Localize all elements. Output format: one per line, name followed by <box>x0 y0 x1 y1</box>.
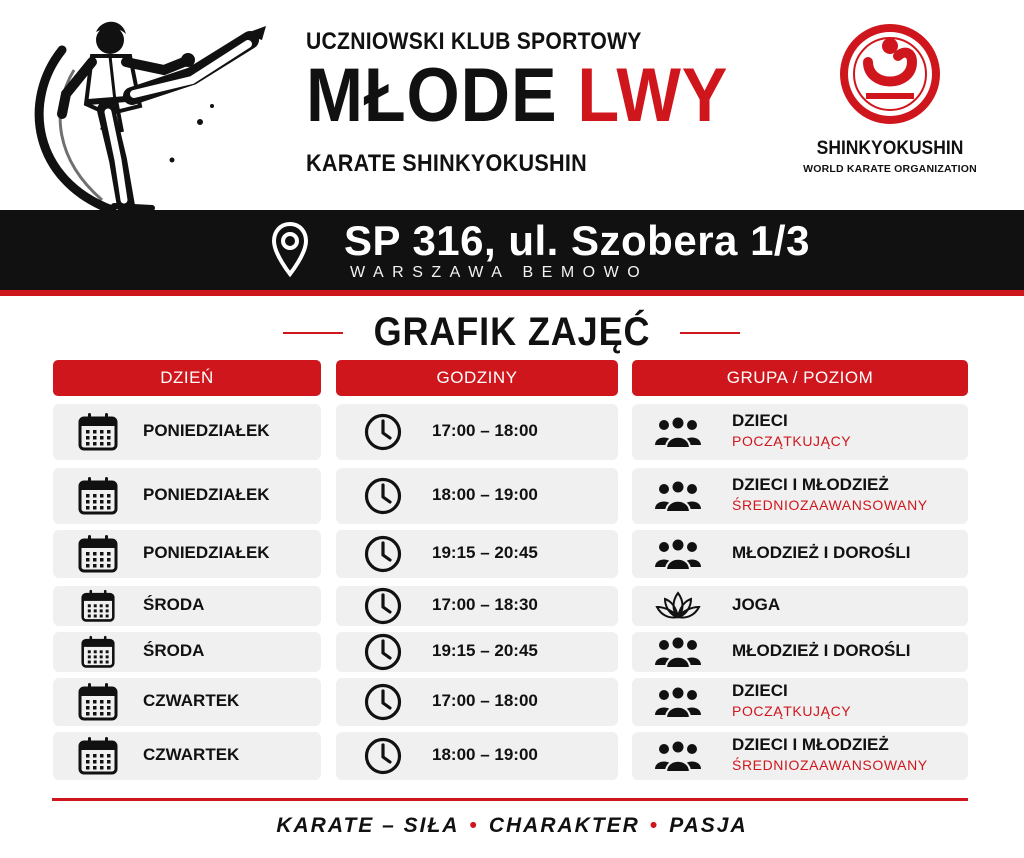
people-group-icon <box>653 739 703 773</box>
club-name-part-2: LWY <box>577 53 729 138</box>
location-address: SP 316, ul. Szobera 1/3 <box>344 217 810 264</box>
slogan-part-2: CHARAKTER <box>488 814 640 837</box>
group-name: DZIECI I MŁODZIEŻ <box>732 475 889 494</box>
group-name: MŁODZIEŻ I DOROŚLI <box>732 543 911 562</box>
footer-divider <box>52 798 968 801</box>
location-district: WARSZAWA BEMOWO <box>350 264 649 281</box>
slogan-part-3: PASJA <box>669 814 748 837</box>
time-range: 18:00 – 19:00 <box>432 485 538 504</box>
people-group-icon <box>653 635 703 669</box>
location-bar-red-stripe <box>0 290 1024 296</box>
day-label: ŚRODA <box>143 641 205 660</box>
group-name: DZIECI I MŁODZIEŻ <box>732 735 889 754</box>
title-divider-left <box>283 332 343 334</box>
time-range: 18:00 – 19:00 <box>432 745 538 764</box>
time-range: 17:00 – 18:00 <box>432 421 538 440</box>
level-label: ŚREDNIOZAAWANSOWANY <box>732 757 928 773</box>
column-header-hours: GODZINY <box>336 360 618 396</box>
calendar-icon <box>77 534 119 574</box>
day-label: CZWARTEK <box>143 691 240 710</box>
clock-icon <box>363 632 403 672</box>
time-range: 19:15 – 20:45 <box>432 543 538 562</box>
clock-icon <box>363 534 403 574</box>
club-type-label: UCZNIOWSKI KLUB SPORTOWY <box>306 28 642 55</box>
people-group-icon <box>653 479 703 513</box>
calendar-icon <box>80 635 116 669</box>
level-label: ŚREDNIOZAAWANSOWANY <box>732 497 928 513</box>
time-range: 17:00 – 18:30 <box>432 595 538 614</box>
club-name <box>306 53 729 138</box>
time-range: 17:00 – 18:00 <box>432 691 538 710</box>
time-range: 19:15 – 20:45 <box>432 641 538 660</box>
people-group-icon <box>653 415 703 449</box>
calendar-icon <box>77 412 119 452</box>
location-pin-icon <box>270 220 310 280</box>
calendar-icon <box>77 736 119 776</box>
karate-fighter-illustration <box>22 10 272 210</box>
schedule-title: GRAFIK ZAJĘĆ <box>373 310 651 354</box>
group-name: DZIECI <box>732 411 788 430</box>
day-label: PONIEDZIAŁEK <box>143 485 270 504</box>
slogan-separator-dot-icon: • <box>649 814 660 837</box>
club-discipline-label: KARATE SHINKYOKUSHIN <box>306 150 588 177</box>
title-divider-right <box>680 332 740 334</box>
shinkyokushin-logo <box>838 22 942 126</box>
clock-icon <box>363 586 403 626</box>
day-label: ŚRODA <box>143 595 205 614</box>
calendar-icon <box>77 476 119 516</box>
footer-slogan <box>0 814 1024 838</box>
day-label: PONIEDZIAŁEK <box>143 421 270 440</box>
group-name: DZIECI <box>732 681 788 700</box>
level-label: POCZĄTKUJĄCY <box>732 433 852 449</box>
clock-icon <box>363 412 403 452</box>
group-name: MŁODZIEŻ I DOROŚLI <box>732 641 911 660</box>
day-label: PONIEDZIAŁEK <box>143 543 270 562</box>
slogan-separator-dot-icon: • <box>469 814 479 837</box>
clock-icon <box>363 682 403 722</box>
header <box>0 0 1024 210</box>
clock-icon <box>363 736 403 776</box>
organization-subtitle: WORLD KARATE ORGANIZATION <box>803 163 977 175</box>
clock-icon <box>363 476 403 516</box>
organization-name: SHINKYOKUSHIN <box>816 138 964 159</box>
day-label: CZWARTEK <box>143 745 240 764</box>
slogan-part-1: KARATE – SIŁA <box>276 814 460 837</box>
club-name-part-1: MŁODE <box>306 53 558 138</box>
calendar-icon <box>80 589 116 623</box>
calendar-icon <box>77 682 119 722</box>
lotus-icon <box>653 589 703 623</box>
people-group-icon <box>653 685 703 719</box>
group-name: JOGA <box>732 595 781 614</box>
schedule-title-block <box>0 306 1024 356</box>
level-label: POCZĄTKUJĄCY <box>732 703 852 719</box>
people-group-icon <box>653 537 703 571</box>
column-header-day: DZIEŃ <box>53 360 321 396</box>
column-header-group: GRUPA / POZIOM <box>632 360 968 396</box>
